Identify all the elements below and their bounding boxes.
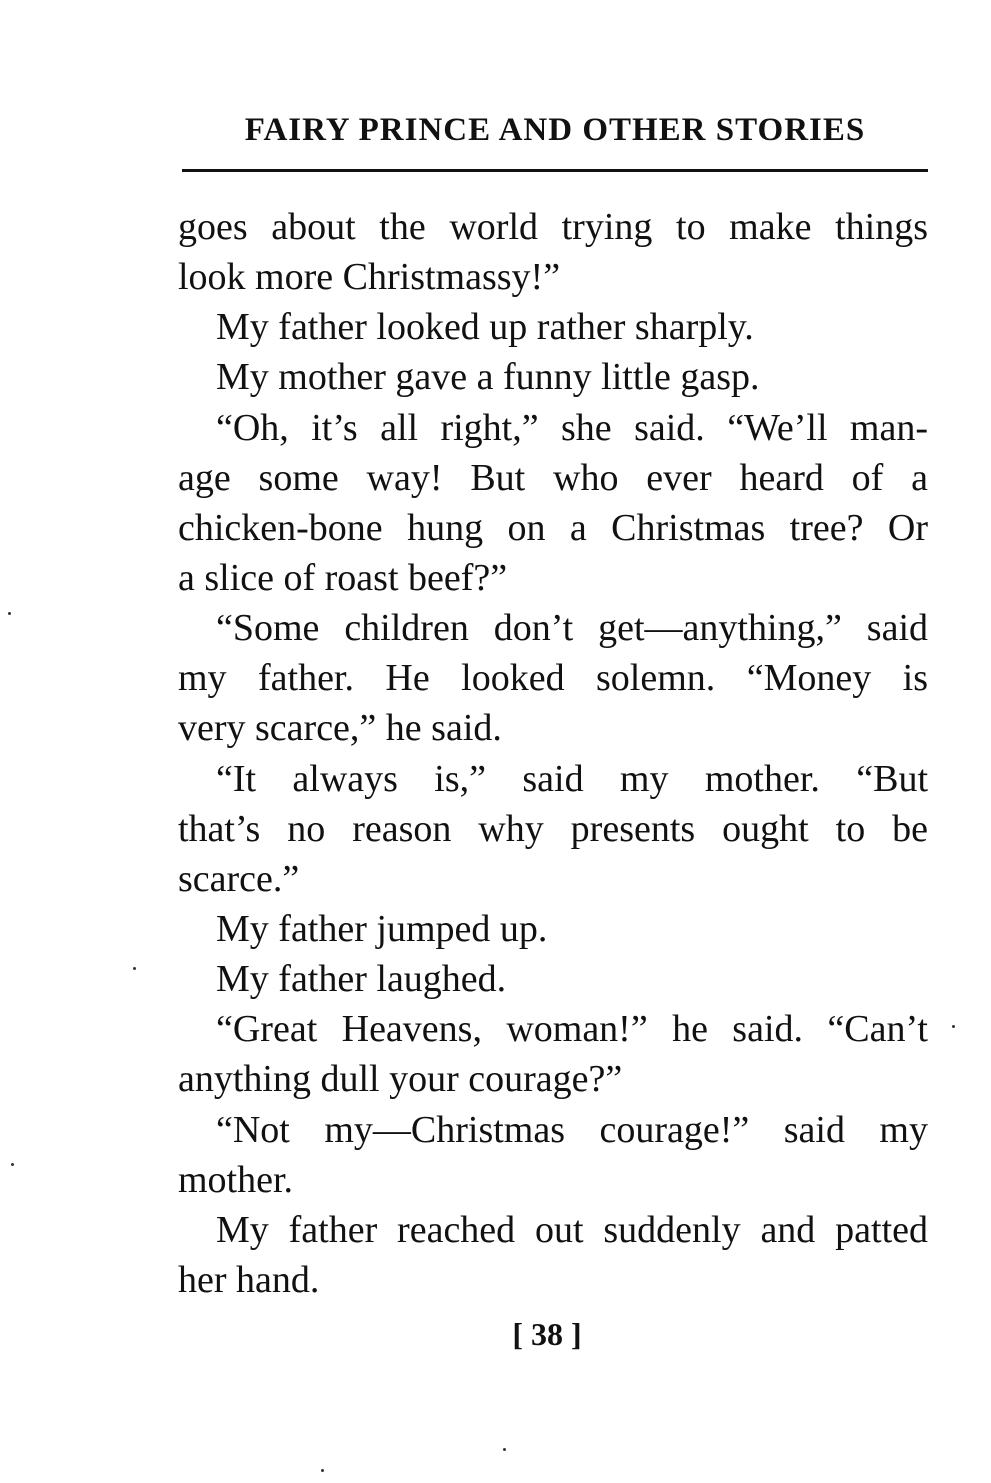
body-text bbox=[178, 202, 928, 1305]
text-line: mother. bbox=[178, 1158, 294, 1201]
text-line: “Great Heavens, woman!” he said. “Can’t bbox=[216, 1008, 928, 1051]
scan-speck bbox=[952, 1025, 955, 1028]
text-line: her hand. bbox=[178, 1258, 320, 1301]
running-head-title: FAIRY PRINCE AND OTHER STORIES bbox=[244, 112, 866, 148]
text-line: that’s no reason why presents ought to be bbox=[178, 807, 928, 850]
text-line: “Oh, it’s all right,” she said. “We’ll man- bbox=[216, 406, 928, 449]
text-line: “It always is,” said my mother. “But bbox=[216, 757, 928, 800]
text-line: “Some children don’t get—anything,” said bbox=[216, 607, 928, 650]
scan-speck bbox=[503, 1448, 506, 1451]
text-line: My father reached out suddenly and patted bbox=[216, 1208, 928, 1251]
text-line: age some way! But who ever heard of a bbox=[178, 456, 928, 499]
text-line: scarce.” bbox=[178, 857, 300, 900]
text-line: My father jumped up. bbox=[216, 907, 548, 950]
text-line: chicken-bone hung on a Christmas tree? Or bbox=[178, 506, 928, 549]
header-rule bbox=[182, 169, 928, 172]
scan-speck bbox=[11, 1163, 14, 1166]
page-number: [ 38 ] bbox=[512, 1316, 582, 1352]
text-line: My mother gave a funny little gasp. bbox=[216, 356, 760, 399]
scan-speck bbox=[321, 1469, 324, 1472]
text-line: My father laughed. bbox=[216, 958, 507, 1001]
text-line: my father. He looked solemn. “Money is bbox=[178, 657, 928, 700]
text-line: look more Christmassy!” bbox=[178, 256, 561, 299]
text-line: anything dull your courage?” bbox=[178, 1058, 623, 1101]
text-line: goes about the world trying to make things bbox=[178, 206, 928, 248]
text-line: a slice of roast beef?” bbox=[178, 556, 508, 599]
text-line: very scarce,” he said. bbox=[178, 707, 502, 750]
text-line: My father looked up rather sharply. bbox=[216, 306, 754, 349]
scan-speck bbox=[133, 967, 136, 970]
scan-speck bbox=[8, 612, 11, 615]
text-line: “Not my—Christmas courage!” said my bbox=[216, 1108, 928, 1151]
